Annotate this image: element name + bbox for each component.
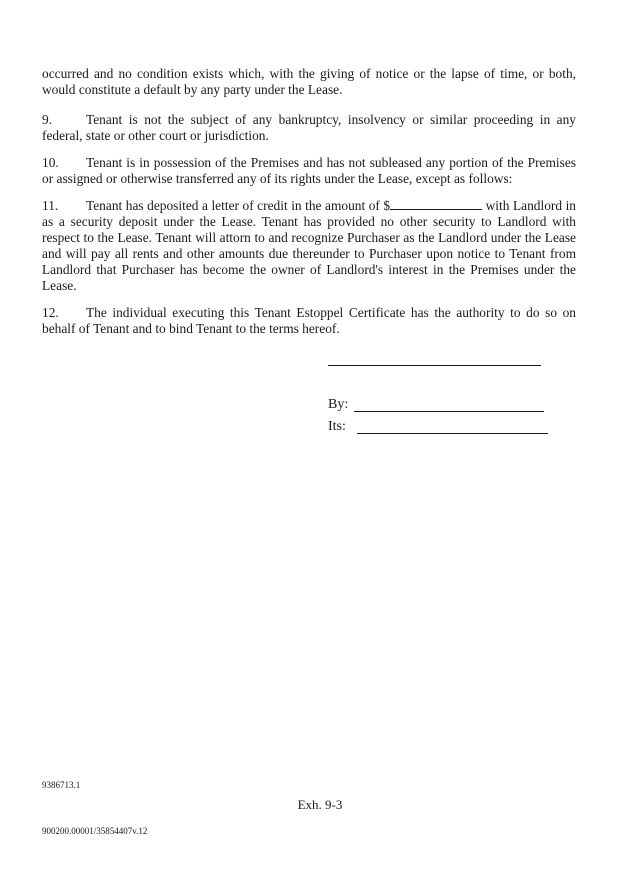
- its-signature-line: [357, 433, 548, 434]
- amount-blank-line: [390, 198, 482, 210]
- paragraph-9-text: Tenant is not the subject of any bankruptcy, insolvency or similar proceeding in any federal, state or other court or jurisdiction.: [42, 112, 576, 143]
- paragraph-10-text: Tenant is in possession of the Premises and has not subleased any portion of the Premises or assigned or otherwise transferred any of its rights under the Lease, except as follows:: [42, 155, 576, 186]
- its-label: Its:: [328, 419, 346, 434]
- page-label: Exh. 9-3: [297, 797, 343, 812]
- paragraph-10-number: 10.: [42, 155, 59, 170]
- by-label: By:: [328, 397, 349, 412]
- tenant-name-signature-line: [328, 365, 541, 366]
- paragraph-9-number: 9.: [42, 112, 53, 127]
- paragraph-11-number: 11.: [42, 198, 59, 213]
- paragraph-11-text-before: Tenant has deposited a letter of credit in the amount of $: [86, 198, 391, 213]
- paragraph-8-text: occurred and no condition exists which, with the giving of notice or the lapse of time, or both, would constitute a default by any party under the Lease.: [42, 66, 576, 97]
- document-id: 9386713.1: [42, 780, 81, 790]
- paragraph-11: [42, 198, 576, 294]
- file-reference: 900200.00001/35854407v.12: [42, 826, 148, 836]
- paragraph-12-text: The individual executing this Tenant Estoppel Certificate has the authority to do so on behalf of Tenant and to bind Tenant to the terms hereof.: [42, 305, 576, 336]
- paragraph-12: [42, 305, 576, 337]
- paragraph-9: [42, 112, 576, 144]
- paragraph-10: [42, 155, 576, 187]
- paragraph-12-number: 12.: [42, 305, 59, 320]
- by-signature-line: [354, 411, 544, 412]
- paragraph-11-text-after: with Landlord in as a security deposit under the Lease. Tenant has provided no other security to Landlord with respect to the Lease. Tenant will attorn to and recognize Purchaser as the Landlord under the Lease and will pay all rents and other amounts due thereunder to Purchaser upon notice to Tenant from Landlord that Purchaser has become the owner of Landlord's interest in the Premises under the Lease.: [42, 198, 576, 293]
- paragraph-8-continued: [42, 66, 576, 98]
